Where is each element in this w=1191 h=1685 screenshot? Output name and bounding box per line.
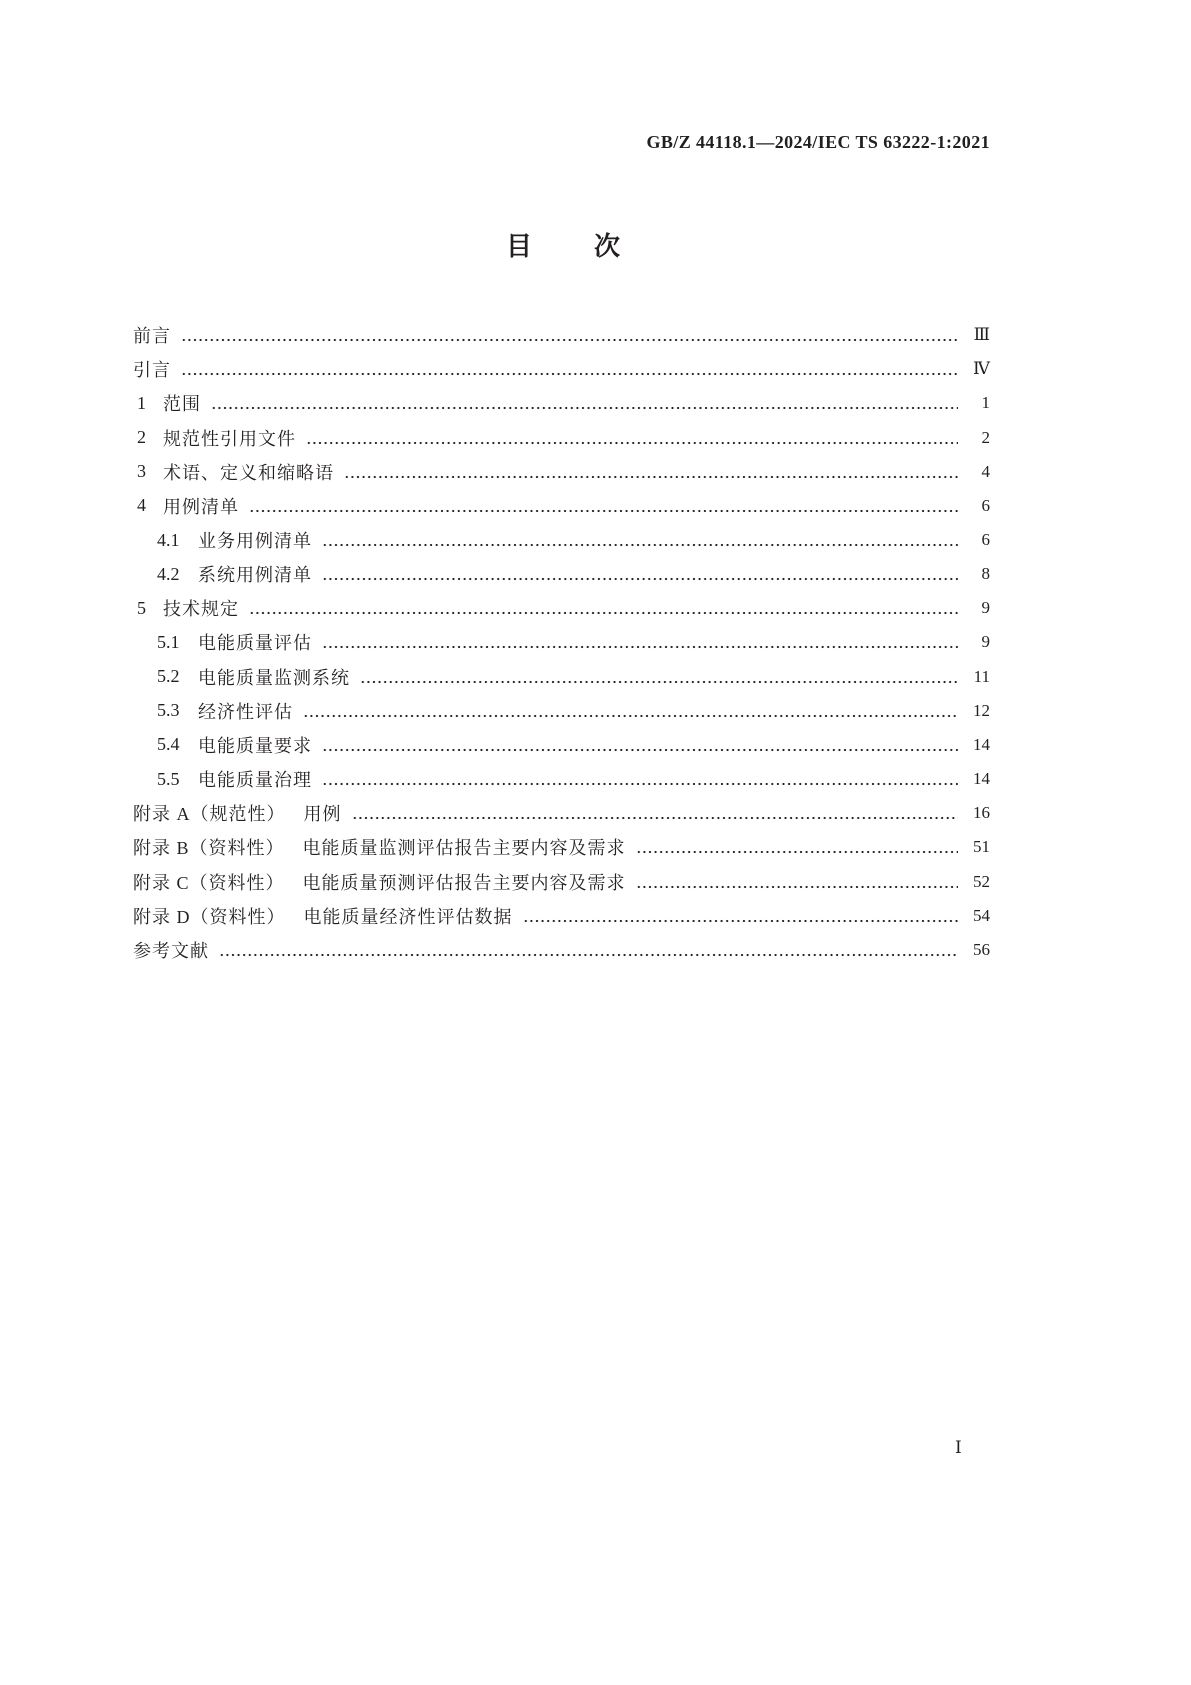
dot-leader xyxy=(322,736,958,754)
toc-entry-number: 1 xyxy=(137,392,146,413)
toc-entry-label: 业务用例清单 xyxy=(198,531,312,552)
dot-leader xyxy=(322,770,958,788)
toc-entry[interactable] xyxy=(133,557,990,591)
toc-entry-label: 用例 xyxy=(303,804,342,825)
dot-leader xyxy=(523,907,959,925)
toc-entry-label: 规范性引用文件 xyxy=(163,428,296,449)
toc-entry-label: 电能质量监测系统 xyxy=(198,667,350,688)
dot-leader xyxy=(322,565,958,583)
toc-entry[interactable] xyxy=(133,352,990,386)
toc-entry-page: 12 xyxy=(973,700,990,720)
toc-entry-label: 电能质量治理 xyxy=(198,770,312,791)
toc-entry-page: 6 xyxy=(981,495,990,515)
dot-leader xyxy=(303,702,958,720)
toc-entry-page: 52 xyxy=(973,871,990,891)
dot-leader xyxy=(322,633,958,651)
toc-entry-number: 4.1 xyxy=(157,529,180,550)
toc-entry-page: 9 xyxy=(981,598,990,618)
toc-entry-page: 6 xyxy=(981,530,990,550)
toc-entry[interactable] xyxy=(133,694,990,728)
toc-entry[interactable] xyxy=(133,591,990,625)
dot-leader xyxy=(344,463,958,481)
toc-entry-page: 51 xyxy=(973,837,990,857)
toc-entry-label: 电能质量监测评估报告主要内容及需求 xyxy=(302,838,626,859)
toc-entry-page: 1 xyxy=(981,393,990,413)
toc-entry-label: 技术规定 xyxy=(163,599,239,620)
toc-entry-number: 3 xyxy=(137,461,146,482)
toc-entry-number: 5 xyxy=(137,597,146,618)
table-of-contents xyxy=(133,318,990,967)
toc-entry[interactable] xyxy=(133,830,990,864)
toc-entry-page: 16 xyxy=(973,803,990,823)
toc-entry-label: 范围 xyxy=(163,394,201,415)
toc-entry-number: 4 xyxy=(137,495,146,516)
dot-leader xyxy=(306,429,958,447)
toc-entry-page: 2 xyxy=(981,427,990,447)
toc-entry[interactable] xyxy=(133,660,990,694)
toc-entry-number: 5.1 xyxy=(157,631,180,652)
toc-entry[interactable] xyxy=(133,420,990,454)
toc-entry[interactable] xyxy=(133,899,990,933)
toc-entry-page: Ⅲ xyxy=(973,325,990,345)
toc-entry-label: 经济性评估 xyxy=(198,701,293,722)
toc-entry[interactable] xyxy=(133,318,990,352)
toc-entry-number: 5.3 xyxy=(157,700,180,721)
page-number: Ⅰ xyxy=(955,1438,962,1457)
toc-entry-label: 术语、定义和缩略语 xyxy=(163,462,334,483)
toc-entry-number: 5.2 xyxy=(157,666,180,687)
toc-entry[interactable] xyxy=(133,728,990,762)
toc-entry-annex-prefix: 附录 A（规范性） xyxy=(133,804,286,825)
toc-entry-annex-prefix: 附录 C（资料性） xyxy=(133,872,285,893)
toc-entry-number: 5.5 xyxy=(157,768,180,789)
toc-entry-label: 系统用例清单 xyxy=(198,565,312,586)
toc-entry-annex-prefix: 附录 B（资料性） xyxy=(133,838,285,859)
toc-entry-number: 2 xyxy=(137,427,146,448)
toc-entry-label: 电能质量评估 xyxy=(198,633,312,654)
toc-entry[interactable] xyxy=(133,386,990,420)
toc-entry-page: 14 xyxy=(973,769,990,789)
dot-leader xyxy=(322,531,958,549)
toc-entry[interactable] xyxy=(133,455,990,489)
toc-entry[interactable] xyxy=(133,796,990,830)
toc-entry-number: 5.4 xyxy=(157,734,180,755)
toc-entry-page: 14 xyxy=(973,734,990,754)
toc-entry-page: 8 xyxy=(981,564,990,584)
toc-entry[interactable] xyxy=(133,762,990,796)
toc-entry-label: 前言 xyxy=(133,326,171,347)
toc-entry[interactable] xyxy=(133,523,990,557)
toc-entry[interactable] xyxy=(133,933,990,967)
toc-entry-label: 电能质量预测评估报告主要内容及需求 xyxy=(302,872,626,893)
dot-leader xyxy=(181,326,958,344)
toc-entry[interactable] xyxy=(133,489,990,523)
toc-entry-page: 54 xyxy=(973,905,990,925)
dot-leader xyxy=(249,497,958,515)
dot-leader xyxy=(211,394,958,412)
toc-entry-label: 电能质量经济性评估数据 xyxy=(303,906,513,927)
toc-entry-number: 4.2 xyxy=(157,563,180,584)
toc-entry-page: 9 xyxy=(981,632,990,652)
page-title: 目次 xyxy=(506,232,683,262)
toc-entry-label: 参考文献 xyxy=(133,940,209,961)
dot-leader xyxy=(181,360,958,378)
toc-entry-label: 引言 xyxy=(133,360,171,381)
dot-leader xyxy=(360,668,958,686)
toc-entry-page: Ⅳ xyxy=(973,359,990,379)
dot-leader xyxy=(219,941,958,959)
toc-entry-page: 11 xyxy=(973,666,990,686)
toc-entry-label: 用例清单 xyxy=(163,496,239,517)
toc-entry-page: 4 xyxy=(981,461,990,481)
toc-entry-label: 电能质量要求 xyxy=(198,735,312,756)
toc-entry-page: 56 xyxy=(973,939,990,959)
document-code-header: GB/Z 44118.1—2024/IEC TS 63222-1:2021 xyxy=(646,132,990,152)
dot-leader xyxy=(249,599,958,617)
dot-leader xyxy=(636,873,958,891)
toc-entry[interactable] xyxy=(133,865,990,899)
dot-leader xyxy=(352,804,959,822)
toc-entry-annex-prefix: 附录 D（资料性） xyxy=(133,906,286,927)
dot-leader xyxy=(636,838,958,856)
toc-entry[interactable] xyxy=(133,625,990,659)
